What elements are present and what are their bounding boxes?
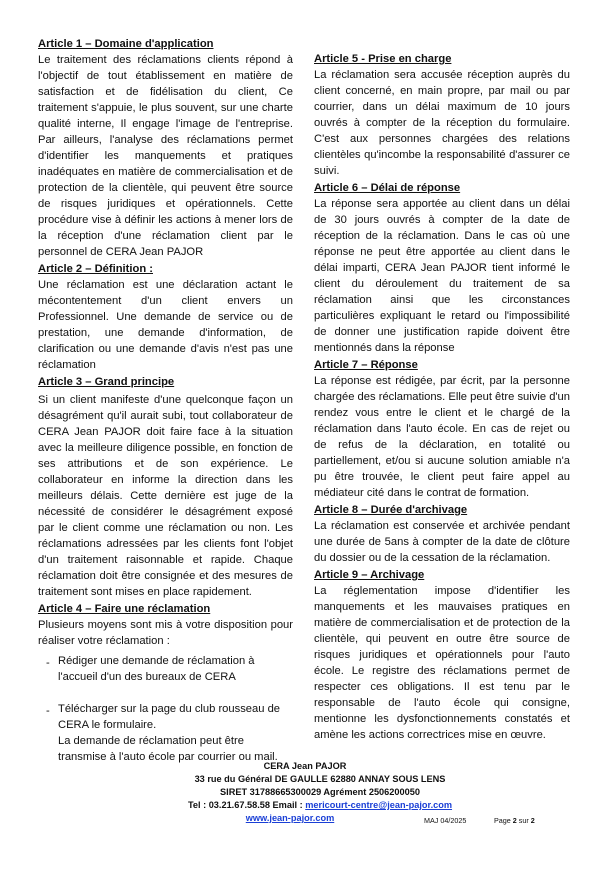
footer-address: 33 rue du Général DE GAULLE 62880 ANNAY SOUS LENS [194,774,446,784]
footer-tel: Tel : 03.21.67.58.58 Email : [187,800,306,810]
article-2-body: Une réclamation est une déclaration actant le mécontentement d'un client envers un Professionnel. Une demande de service ou de prestation, une demande d'information, de clarification ou une demande d'avis n'est pas une réclamation [38,279,293,371]
left-column [38,36,293,765]
bullet-2-text: Télécharger sur la page du club rousseau de CERA le formulaire. [58,703,281,731]
article-5-body: La réclamation sera accusée réception auprès du client concerné, en main propre, par mail ou par courrier, dans un délai maximum de 10 jours ouvrés à compter de la réception du formulaire. C'est aux personnes chargées des relations clientèles qu'incombe la responsabilité d'assurer ce suivi. [314,69,570,177]
bullet-1-text: Rédiger une demande de réclamation à l'accueil d'un des bureaux de CERA [58,655,255,683]
footer-email-link[interactable]: mericourt-centre@jean-pajor.com [305,800,453,810]
article-4-bullet-2 [38,701,293,733]
bullet-dash: - [46,657,50,669]
right-column [314,51,570,744]
article-6-title: Article 6 – Délai de réponse [314,182,461,194]
article-1-body: Le traitement des réclamations clients répond à l'objectif de tout établissement en matière de satisfaction et de fidélisation du client, Ce traitement s'appuie, le plus souvent, sur une charte qualité interne, Il engage l'image de l'entreprise. Par ailleurs, l'analyse des réclamations permet d'identifier les manquements et pratiques inadéquates en matière de commercialisation et de protection de la clientèle, qui peuvent être source de risques juridiques et opérationnels. Cette procédure vise à définir les actions à mener lors de la réception d'une réclamation client par le personnel de CERA Jean PAJOR [38,54,293,258]
article-1-title: Article 1 – Domaine d'application [38,38,214,50]
page-current: 2 [512,816,517,825]
article-3-body: Si un client manifeste d'une quelconque façon un désagrément qu'il aurait subi, tout collaborateur de CERA Jean PAJOR doit faire face à la situation avec la meilleure diligence possible, en fonction de ses attributions et de son expérience. Le collaborateur en informe la direction dans les meilleurs délais. Cette dernière est juge de la nécessité de considérer le désagrément exposé par le client comme une réclamation ou non. Les réclamations adressées par les clients font l'objet d'un traitement raisonnable et rapide. Chaque réclamation doit être consignée et des mesures de traitement sont mises en place rapidement. [38,394,293,598]
footer-contact [0,799,610,812]
footer-website-link[interactable]: www.jean-pajor.com [245,813,335,823]
footer-siret: SIRET 31788665300029 Agrément 2506200050 [220,787,420,797]
article-9-title: Article 9 – Archivage [314,569,425,581]
article-9-body: La réglementation impose d'identifier les manquements et les mauvaises pratiques en matière de commercialisation et de protection de la clientèle, qui peuvent en outre être source de risques juridiques et opérationnels pour l'auto école. Le registre des réclamations permet de respecter ces obligations. Il est tenu par le responsable de l'auto école qui consigne, mentionne les dysfonctionnements constatés et amène les actions correctrices mise en œuvre. [314,585,570,741]
article-7-body: La réponse est rédigée, par écrit, par la personne chargée des réclamations. Elle peut être suivie d'un rendez vous entre le client et le chargé de la réclamation dans l'auto école. En cas de rejet ou de refus de la déclaration, en totalité ou partiellement, et/ou si aucune solution amiable n'a pu être trouvée, le client peut faire appel au médiateur cité dans le contrat de formation. [314,375,570,499]
article-4-bullet-2-sub: La demande de réclamation peut être transmise à l'auto école par courrier ou mail. [58,735,278,763]
article-7-title: Article 7 – Réponse [314,359,418,371]
article-2-title: Article 2 – Définition : [38,263,153,275]
page-total: 2 [530,816,535,825]
article-4-bullet-1 [38,653,293,685]
article-5-title: Article 5 - Prise en charge [314,53,452,65]
article-6-body: La réponse sera apportée au client dans un délai de 30 jours ouvrés à compter de la date de réception de la réclamation. Dans le cas où une réponse ne peut être apportée au client dans le délai imparti, CERA Jean PAJOR tient informé le client du déroulement du traitement de sa réclamation ainsi que les circonstances particulières expliquant le retard ou l'impossibilité de donner une justification rapide doivent être mentionnés dans la réponse [314,198,570,354]
footer-maj: MAJ 04/2025 [424,816,467,825]
article-4-title: Article 4 – Faire une réclamation [38,603,211,615]
article-8-title: Article 8 – Durée d'archivage [314,504,468,516]
footer-page-number [494,816,535,825]
article-4-intro: Plusieurs moyens sont mis à votre disposition pour réaliser votre réclamation : [38,619,293,647]
article-8-body: La réclamation est conservée et archivée pendant une durée de 5ans à compter de la date de clôture du dossier ou de la cessation de la réclamation. [314,520,570,564]
page-middle: sur [516,816,531,825]
page-prefix: Page [494,816,513,825]
bullet-dash: - [46,705,50,717]
article-3-title: Article 3 – Grand principe [38,376,175,388]
footer-company: CERA Jean PAJOR [263,761,347,771]
